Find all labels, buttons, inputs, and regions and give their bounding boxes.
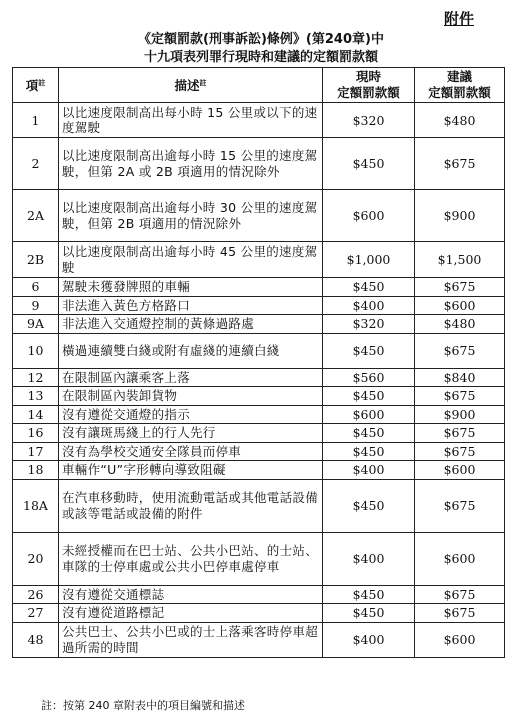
current-penalty: $450 — [323, 442, 415, 461]
offence-description: 沒有讓斑馬綫上的行人先行 — [59, 424, 323, 443]
proposed-penalty: $675 — [415, 278, 505, 297]
offence-description: 公共巴士、公共小巴或的士上落乘客時停車超過所需的時間 — [59, 622, 323, 657]
table-row — [13, 532, 505, 585]
proposed-penalty: $900 — [415, 190, 505, 242]
item-number: 9A — [13, 315, 59, 334]
proposed-penalty: $900 — [415, 405, 505, 424]
item-number: 20 — [13, 532, 59, 585]
proposed-penalty: $1,500 — [415, 242, 505, 278]
offence-description: 以比速度限制高出逾每小時 30 公里的速度駕駛，但第 2B 項適用的情況除外 — [59, 190, 323, 242]
proposed-penalty: $675 — [415, 138, 505, 190]
item-number: 6 — [13, 278, 59, 297]
current-penalty: $450 — [323, 424, 415, 443]
current-penalty: $400 — [323, 461, 415, 480]
item-number: 16 — [13, 424, 59, 443]
current-penalty: $400 — [323, 532, 415, 585]
item-number: 18A — [13, 479, 59, 532]
offence-description: 沒有為學校交通安全隊員而停車 — [59, 442, 323, 461]
item-number: 9 — [13, 296, 59, 315]
item-number: 13 — [13, 387, 59, 406]
footnote: 註：按第 240 章附表中的項目編號和描述 — [41, 699, 245, 712]
title-line-1: 《定額罰款(刑事訴訟)條例》(第240章)中 — [138, 32, 384, 47]
table-row — [13, 242, 505, 278]
current-penalty: $600 — [323, 190, 415, 242]
header-description-note: 註 — [199, 79, 207, 88]
item-number: 26 — [13, 585, 59, 604]
current-penalty: $450 — [323, 585, 415, 604]
table-row — [13, 296, 505, 315]
proposed-penalty: $600 — [415, 296, 505, 315]
proposed-penalty: $675 — [415, 424, 505, 443]
offence-description: 車輛作“U”字形轉向導致阻礙 — [59, 461, 323, 480]
current-penalty: $320 — [323, 315, 415, 334]
current-penalty: $400 — [323, 296, 415, 315]
offence-description: 沒有遵從道路標記 — [59, 604, 323, 623]
header-current-penalty: 現時 定額罰款額 — [323, 68, 415, 103]
current-penalty: $450 — [323, 604, 415, 623]
offence-description: 以比速度限制高出逾每小時 45 公里的速度駕駛 — [59, 242, 323, 278]
item-number: 2B — [13, 242, 59, 278]
item-number: 2 — [13, 138, 59, 190]
offence-description: 沒有遵從交通標誌 — [59, 585, 323, 604]
current-penalty: $320 — [323, 103, 415, 138]
current-penalty: $600 — [323, 405, 415, 424]
fixed-penalty-table — [12, 67, 505, 658]
proposed-penalty: $480 — [415, 315, 505, 334]
table-header-row — [13, 68, 505, 103]
offence-description: 未經授權而在巴士站、公共小巴站、的士站、車隊的士停車處或公共小巴停車處停車 — [59, 532, 323, 585]
header-description: 描述$^註$ — [59, 68, 323, 103]
offence-description: 在限制區內讓乘客上落 — [59, 368, 323, 387]
proposed-penalty: $480 — [415, 103, 505, 138]
current-penalty: $450 — [323, 278, 415, 297]
table-row — [13, 190, 505, 242]
table-row — [13, 333, 505, 368]
table-row — [13, 604, 505, 623]
proposed-penalty: $600 — [415, 622, 505, 657]
current-penalty: $1,000 — [323, 242, 415, 278]
item-number: 1 — [13, 103, 59, 138]
item-number: 14 — [13, 405, 59, 424]
table-row — [13, 315, 505, 334]
offence-description: 沒有遵從交通燈的指示 — [59, 405, 323, 424]
proposed-penalty: $675 — [415, 333, 505, 368]
proposed-penalty: $600 — [415, 532, 505, 585]
offence-description: 駕駛未獲發牌照的車輛 — [59, 278, 323, 297]
proposed-penalty: $675 — [415, 387, 505, 406]
proposed-penalty: $675 — [415, 442, 505, 461]
item-number: 27 — [13, 604, 59, 623]
proposed-penalty: $600 — [415, 461, 505, 480]
item-number: 2A — [13, 190, 59, 242]
offence-description: 以比速度限制高出逾每小時 15 公里的速度駕駛，但第 2A 或 2B 項適用的情況除外 — [59, 138, 323, 190]
table-row — [13, 424, 505, 443]
annex-label: 附件 — [443, 10, 474, 28]
item-number: 18 — [13, 461, 59, 480]
proposed-penalty: $840 — [415, 368, 505, 387]
item-number: 12 — [13, 368, 59, 387]
item-number: 10 — [13, 333, 59, 368]
current-penalty: $560 — [323, 368, 415, 387]
proposed-penalty: $675 — [415, 479, 505, 532]
title-line-2: 十九項表列罪行現時和建議的定額罰款額 — [143, 50, 378, 65]
proposed-penalty: $675 — [415, 585, 505, 604]
table-row — [13, 622, 505, 657]
item-number: 48 — [13, 622, 59, 657]
current-penalty: $450 — [323, 138, 415, 190]
header-item-note: 註 — [38, 79, 46, 88]
header-proposed-penalty: 建議 定額罰款額 — [415, 68, 505, 103]
table-row — [13, 387, 505, 406]
item-number: 17 — [13, 442, 59, 461]
current-penalty: $450 — [323, 479, 415, 532]
table-row — [13, 461, 505, 480]
current-penalty: $450 — [323, 387, 415, 406]
current-penalty: $400 — [323, 622, 415, 657]
table-row — [13, 278, 505, 297]
table-row — [13, 138, 505, 190]
table-row — [13, 442, 505, 461]
offence-description: 橫過連續雙白綫或附有虛綫的連續白綫 — [59, 333, 323, 368]
table-row — [13, 405, 505, 424]
table-row — [13, 368, 505, 387]
header-item: 項$^註$ — [13, 68, 59, 103]
offence-description: 非法進入黃色方格路口 — [59, 296, 323, 315]
current-penalty: $450 — [323, 333, 415, 368]
proposed-penalty: $675 — [415, 604, 505, 623]
offence-description: 在汽車移動時，使用流動電話或其他電話設備或該等電話或設備的附件 — [59, 479, 323, 532]
offence-description: 非法進入交通燈控制的黃條過路處 — [59, 315, 323, 334]
document-title — [0, 31, 522, 67]
table-row — [13, 103, 505, 138]
offence-description: 以比速度限制高出每小時 15 公里或以下的速度駕駛 — [59, 103, 323, 138]
offence-description: 在限制區內裝卸貨物 — [59, 387, 323, 406]
table-row — [13, 479, 505, 532]
table-row — [13, 585, 505, 604]
